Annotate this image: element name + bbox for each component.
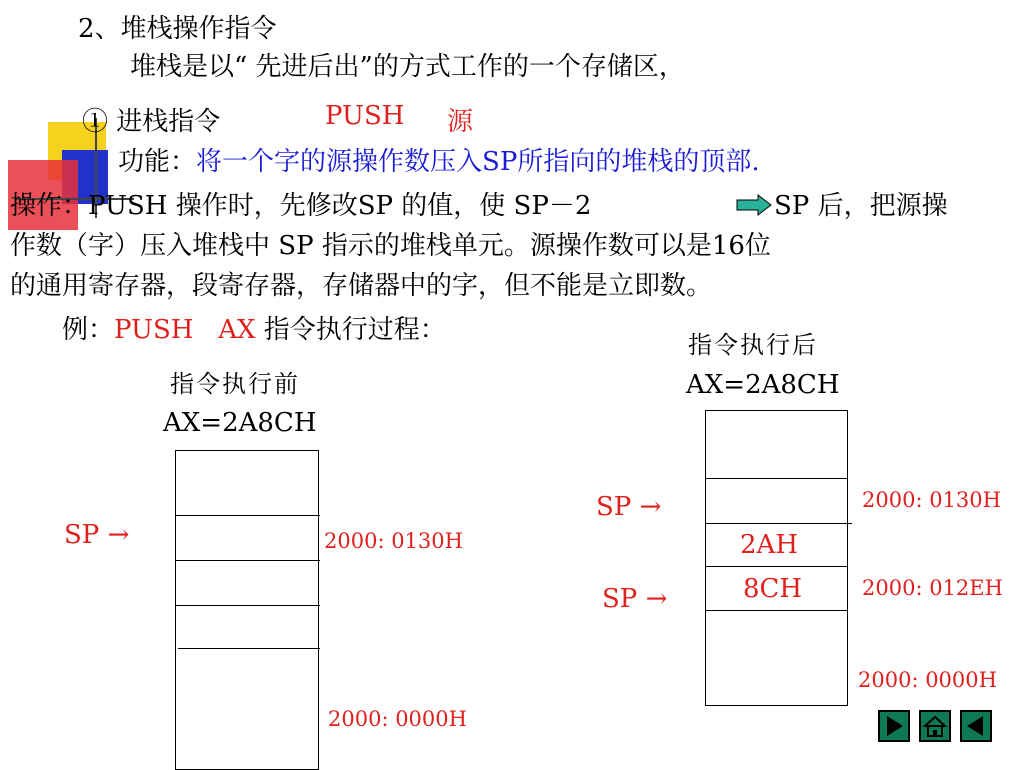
after-cell-low: 8CH [743, 574, 803, 604]
after-addr-bottom: 2000: 0000H [858, 668, 997, 692]
after-sp-old-pointer: SP → [596, 492, 662, 522]
push-instruction: PUSH [325, 101, 405, 131]
function-text: 将一个字的源操作数压入SP所指向的堆栈的顶部. [196, 147, 760, 177]
prev-icon [962, 712, 990, 740]
example-instruction: PUSH AX [114, 315, 256, 345]
example-label: 例： [62, 315, 115, 345]
push-title [82, 101, 220, 138]
operation-line-2: 作数（字）压入堆栈中 SP 指示的堆栈单元。源操作数可以是16位 [10, 231, 771, 261]
push-title-label: 进栈指令 [116, 107, 221, 137]
after-addr-top: 2000: 0130H [862, 488, 1001, 512]
example-suffix: 指令执行过程： [263, 315, 446, 345]
next-icon [880, 712, 908, 740]
operation-line-1b: SP 后，把源操 [774, 191, 948, 221]
after-title: 指令执行后 [688, 331, 818, 359]
example-line [62, 309, 446, 346]
section-heading: 2、堆栈操作指令 [78, 14, 277, 44]
before-title: 指令执行前 [170, 370, 300, 398]
item-number: ① [82, 107, 109, 137]
operation-line-3: 的通用寄存器，段寄存器，存储器中的字，但不能是立即数。 [10, 271, 713, 301]
after-addr-mid: 2000: 012EH [862, 576, 1003, 600]
before-sp-pointer: SP → [64, 520, 130, 550]
arrow-right-icon [736, 194, 772, 220]
function-label: 功能： [118, 147, 197, 177]
after-ax-value: AX=2A8CH [686, 370, 840, 400]
before-addr-bottom: 2000: 0000H [328, 707, 467, 731]
operation-line-1a: 操作：PUSH 操作时，先修改SP 的值，使 SP－2 [10, 191, 592, 221]
before-addr-top: 2000: 0130H [324, 529, 463, 553]
home-button[interactable] [919, 710, 951, 742]
intro-text: 堆栈是以“ 先进后出”的方式工作的一个存储区， [130, 52, 685, 82]
function-line [118, 141, 760, 178]
home-icon [921, 712, 949, 740]
prev-slide-button[interactable] [960, 710, 992, 742]
next-slide-button[interactable] [878, 710, 910, 742]
after-sp-new-pointer: SP → [602, 584, 668, 614]
after-cell-high: 2AH [740, 530, 798, 560]
push-operand: 源 [447, 107, 474, 137]
before-ax-value: AX=2A8CH [163, 408, 317, 438]
